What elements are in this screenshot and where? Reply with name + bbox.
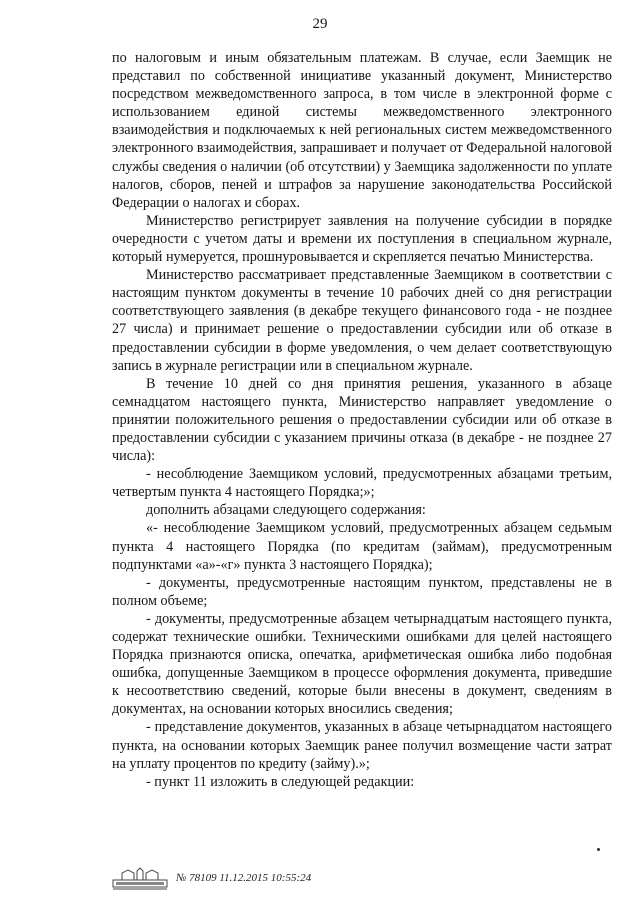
paragraph-review: Министерство рассматривает представленные Заемщиком в соответствии с настоящим пунктом документы в течение 10 рабочих дней со дня регистрации соответствующего заявления (в декабре текущего финансового года - не позднее 27 числа) и принимает решение о предоставлении субсидии или об отказе в предоставлении субсидии в форме уведомления, о чем делает соответствующую запись в журнале регистрации или в специальном журнале. <box>112 267 612 374</box>
list-item-clause11: - пункт 11 изложить в следующей редакции: <box>146 773 415 790</box>
list-item-incomplete-documents: - документы, предусмотренные настоящим пунктом, представлены не в полном объеме; <box>112 574 612 609</box>
paragraph-amend-intro: дополнить абзацами следующего содержания: <box>146 502 426 519</box>
list-item-technical-errors: - документы, предусмотренные абзацем четырнадцатым настоящего пункта, содержат технические ошибки. Техническими ошибками для целей настоящего Порядка признаются описка, опечатка, арифметическая ошибка либо подобная ошибка, допущенные Заемщиком в процессе оформления документа, приведшие к несоответствию сведений, которые были внесены в документ, сведениям в документах, на основании которых вносились сведения; <box>112 610 612 718</box>
paragraph-tax-inquiry: по налоговым и иным обязательным платежам. В случае, если Заемщик не представил по собственной инициативе указанный документ, Министерство посредством межведомственного запроса, в том числе в электронной форме с использованием единой системы межведомственного электронного взаимодействия и подключаемых к ней региональных систем межведомственного электронного взаимодействия, запрашивает и получает от Федеральной налоговой службы сведения о наличии (об отсутствии) у Заемщика задолженности по уплате налогов, сборов, пеней и штрафов за нарушение законодательства Российской Федерации о налогах и сборах. <box>112 50 613 211</box>
government-seal-icon <box>112 866 168 890</box>
document-body <box>112 49 612 791</box>
registration-number: № 78109 11.12.2015 10:55:24 <box>176 872 312 884</box>
page-number: 29 <box>312 16 328 32</box>
list-item-duplicate-documents: - представление документов, указанных в абзаце четырнадцатом настоящего пункта, на основании которых Заемщик ранее получил возмещение части затрат на уплату процентов по кредиту (займу).»; <box>112 719 612 772</box>
registration-stamp <box>112 866 311 890</box>
list-item-noncompliance-clause7: «- несоблюдение Заемщиком условий, предусмотренных абзацем седьмым пункта 4 настоящего Порядка (по кредитам (займам), предусмотренным подпунктами «а»-«г» пункта 3 настоящего Порядка); <box>112 520 612 573</box>
paragraph-registration: Министерство регистрирует заявления на получение субсидии в порядке очередности с учетом даты и времени их поступления в специальном журнале, который нумеруется, прошнуровывается и скрепляется печатью Министерства. <box>112 212 612 266</box>
list-item-noncompliance: - несоблюдение Заемщиком условий, предусмотренных абзацами третьим, четвертым пункта 4 настоящего Порядка;»; <box>112 466 612 501</box>
paragraph-notification: В течение 10 дней со дня принятия решения, указанного в абзаце семнадцатом настоящего пункта, Министерство направляет уведомление о принятии положительного решения о предоставлении субсидии или об отказе в предоставлении субсидии с указанием причины отказа (в декабре - не позднее 27 числа): <box>112 375 612 465</box>
scan-speck <box>597 848 600 851</box>
